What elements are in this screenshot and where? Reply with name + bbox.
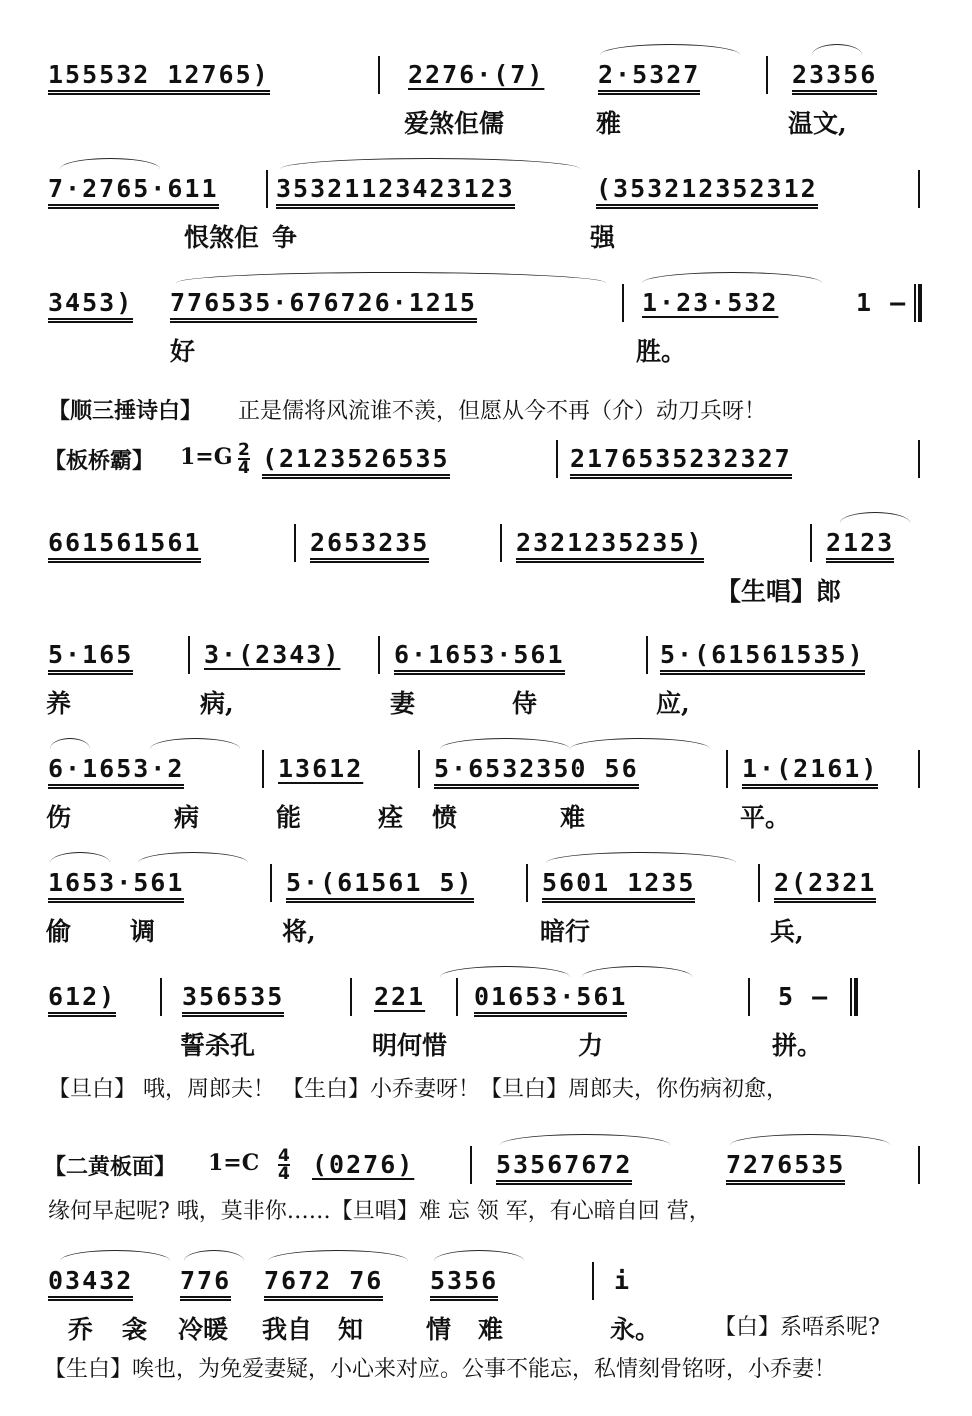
time-signature bbox=[278, 1148, 290, 1182]
slur-mark bbox=[50, 738, 90, 749]
bar-line bbox=[622, 284, 624, 322]
lyric: 将, bbox=[282, 917, 316, 946]
note-group: (353212352312 bbox=[596, 174, 818, 209]
lyric: 应, bbox=[656, 689, 690, 718]
note-group: 776 bbox=[180, 1266, 231, 1301]
bar-line bbox=[456, 978, 458, 1016]
note-group: 612) bbox=[48, 982, 116, 1017]
bar-line bbox=[918, 170, 920, 208]
slur-mark bbox=[500, 1134, 670, 1145]
note-group: 1·23·532 bbox=[642, 288, 779, 317]
lyric: 情 bbox=[426, 1315, 452, 1344]
bar-line bbox=[918, 440, 920, 478]
bar-line bbox=[526, 864, 528, 902]
slur-mark bbox=[280, 158, 580, 169]
note-group: 13612 bbox=[278, 754, 364, 783]
slur-mark bbox=[642, 272, 822, 283]
slur-mark bbox=[546, 852, 736, 863]
lyric: 调 bbox=[130, 917, 156, 946]
note-group: (0276) bbox=[312, 1150, 415, 1179]
final-bar-line bbox=[914, 284, 922, 322]
note-group: 2·5327 bbox=[598, 60, 700, 95]
lyric: 强 bbox=[590, 223, 616, 252]
slur-mark bbox=[434, 1250, 524, 1261]
bar-line bbox=[748, 978, 750, 1016]
note-group: 356535 bbox=[182, 982, 284, 1017]
slur-mark bbox=[582, 966, 692, 977]
lyric: 乔 bbox=[68, 1315, 94, 1344]
note-group: 1653·561 bbox=[48, 868, 184, 903]
note-group: 3453) bbox=[48, 288, 133, 323]
lyric: 伤 bbox=[46, 803, 72, 832]
note-group: i bbox=[614, 1266, 632, 1295]
note-group: 1 – bbox=[856, 288, 908, 317]
note-group: 6·1653·561 bbox=[394, 640, 565, 675]
note-group: 2123 bbox=[826, 528, 894, 563]
note-group: 5356 bbox=[430, 1266, 498, 1301]
lyric: 温文, bbox=[788, 109, 847, 138]
slur-mark bbox=[176, 272, 606, 283]
meter-bottom: 4 bbox=[238, 458, 250, 478]
bar-line bbox=[378, 636, 380, 674]
slur-mark bbox=[440, 966, 570, 977]
slur-mark bbox=[60, 1250, 170, 1261]
slur-mark bbox=[268, 1250, 408, 1261]
slur-mark bbox=[150, 738, 240, 749]
time-signature bbox=[238, 442, 250, 476]
lyric: 【生唱】郎 bbox=[716, 577, 842, 606]
note-group: 23356 bbox=[792, 60, 877, 95]
lyric: 能 bbox=[276, 803, 302, 832]
section-header: 【板桥霸】 bbox=[44, 448, 155, 474]
note-group: 7672 76 bbox=[264, 1266, 383, 1301]
bar-line bbox=[726, 750, 728, 788]
note-group: 661561561 bbox=[48, 528, 201, 563]
note-group: 5·(61561 5) bbox=[286, 868, 474, 903]
slur-mark bbox=[138, 852, 248, 863]
note-group: 3·(2343) bbox=[204, 640, 341, 669]
bar-line bbox=[646, 636, 648, 674]
note-group: 221 bbox=[374, 982, 426, 1011]
note-group: 35321123423123 bbox=[276, 174, 515, 209]
meter-top: 4 bbox=[278, 1146, 290, 1166]
bar-line bbox=[188, 636, 190, 674]
bar-line bbox=[592, 1262, 594, 1300]
lyric: 暗行 bbox=[540, 917, 591, 946]
note-group: (2123526535 bbox=[262, 444, 450, 479]
bar-line bbox=[418, 750, 420, 788]
note-group: 7276535 bbox=[726, 1150, 845, 1185]
lyric: 病, bbox=[200, 689, 234, 718]
note-group: 1·(2161) bbox=[742, 754, 878, 789]
note-group: 5 – bbox=[778, 982, 830, 1011]
note-group: 2(2321 bbox=[774, 868, 876, 903]
note-group: 03432 bbox=[48, 1266, 133, 1301]
note-group: 2176535232327 bbox=[570, 444, 792, 479]
slur-mark bbox=[60, 158, 160, 169]
section-header: 【顺三捶诗白】 bbox=[48, 398, 203, 424]
note-group: 5601 1235 bbox=[542, 868, 695, 903]
bar-line bbox=[262, 750, 264, 788]
lyric: 拼。 bbox=[772, 1031, 823, 1060]
lyric: 好 bbox=[170, 337, 196, 366]
note-group: 776535·676726·1215 bbox=[170, 288, 477, 323]
slur-mark bbox=[50, 852, 110, 863]
note-group: 155532 12765) bbox=[48, 60, 270, 95]
bar-line bbox=[918, 1146, 920, 1184]
bar-line bbox=[378, 56, 380, 94]
note-group: 5·(61561535) bbox=[660, 640, 865, 675]
lyric: 雅 bbox=[596, 109, 622, 138]
lyric: 难 bbox=[560, 803, 586, 832]
lyric: 冷暖 bbox=[178, 1315, 229, 1344]
bar-line bbox=[160, 978, 162, 1016]
slur-mark bbox=[184, 1250, 244, 1261]
note-group: 6·1653·2 bbox=[48, 754, 184, 789]
bar-line bbox=[556, 440, 558, 478]
spoken-text: 【白】系唔系呢? bbox=[714, 1315, 880, 1340]
lyric: 病 bbox=[174, 803, 200, 832]
lyric: 偷 bbox=[46, 917, 72, 946]
slur-mark bbox=[600, 44, 740, 55]
meter-top: 2 bbox=[238, 440, 250, 460]
lyric: 兵, bbox=[770, 917, 804, 946]
lyric: 侍 bbox=[512, 689, 538, 718]
lyric: 难 bbox=[478, 1315, 504, 1344]
bar-line bbox=[266, 170, 268, 208]
section-header: 【二黄板面】 bbox=[44, 1154, 177, 1180]
bar-line bbox=[918, 750, 920, 788]
spoken-text: 正是儒将风流谁不羡，但愿从今不再（介）动刀兵呀！ bbox=[238, 399, 767, 424]
dialogue-text: 【生白】唉也，为免爱妻疑，小心来对应。公事不能忘，私情刻骨铭呀，小乔妻！ bbox=[44, 1357, 837, 1382]
slur-mark bbox=[840, 512, 910, 523]
note-group: 01653·561 bbox=[474, 982, 627, 1017]
final-bar-line bbox=[850, 978, 858, 1016]
bar-line bbox=[270, 864, 272, 902]
lyric: 爱煞佢儒 bbox=[404, 109, 505, 138]
dialogue-text: 缘何早起呢? 哦，莫非你……【旦唱】难 忘 领 军，有心暗自回 营， bbox=[48, 1199, 711, 1224]
lyric: 愤 bbox=[432, 803, 458, 832]
slur-mark bbox=[730, 1134, 890, 1145]
lyric: 妻 bbox=[390, 689, 416, 718]
bar-line bbox=[758, 864, 760, 902]
note-group: 2321235235) bbox=[516, 528, 704, 563]
bar-line bbox=[470, 1146, 472, 1184]
lyric: 衾 bbox=[122, 1315, 148, 1344]
note-group: 2653235 bbox=[310, 528, 429, 563]
key-signature: 1=G bbox=[180, 444, 233, 470]
lyric: 永。 bbox=[610, 1315, 661, 1344]
note-group: 53567672 bbox=[496, 1150, 632, 1185]
bar-line bbox=[766, 56, 768, 94]
lyric: 争 bbox=[272, 223, 298, 252]
dialogue-text: 【旦白】 哦，周郎夫！ 【生白】小乔妻呀！【旦白】周郎夫，你伤病初愈， bbox=[48, 1077, 788, 1102]
note-group: 2276·(7) bbox=[408, 60, 545, 89]
lyric: 痊 bbox=[378, 803, 404, 832]
lyric: 胜。 bbox=[636, 337, 687, 366]
lyric: 恨煞佢 bbox=[184, 223, 260, 252]
lyric: 我自 bbox=[262, 1315, 313, 1344]
slur-mark bbox=[570, 738, 710, 749]
key-signature: 1=C bbox=[208, 1150, 260, 1176]
lyric: 誓杀孔 bbox=[180, 1031, 256, 1060]
slur-mark bbox=[440, 738, 570, 749]
note-group: 5·6532350 56 bbox=[434, 754, 639, 789]
note-group: 5·165 bbox=[48, 640, 133, 675]
lyric: 知 bbox=[338, 1315, 364, 1344]
lyric: 明何惜 bbox=[372, 1031, 448, 1060]
slur-mark bbox=[812, 44, 862, 55]
lyric: 力 bbox=[578, 1031, 604, 1060]
lyric: 平。 bbox=[740, 803, 791, 832]
bar-line bbox=[294, 524, 296, 562]
meter-bottom: 4 bbox=[278, 1164, 290, 1184]
note-group: 7·2765·611 bbox=[48, 174, 219, 209]
bar-line bbox=[350, 978, 352, 1016]
bar-line bbox=[810, 524, 812, 562]
lyric: 养 bbox=[46, 689, 72, 718]
bar-line bbox=[500, 524, 502, 562]
